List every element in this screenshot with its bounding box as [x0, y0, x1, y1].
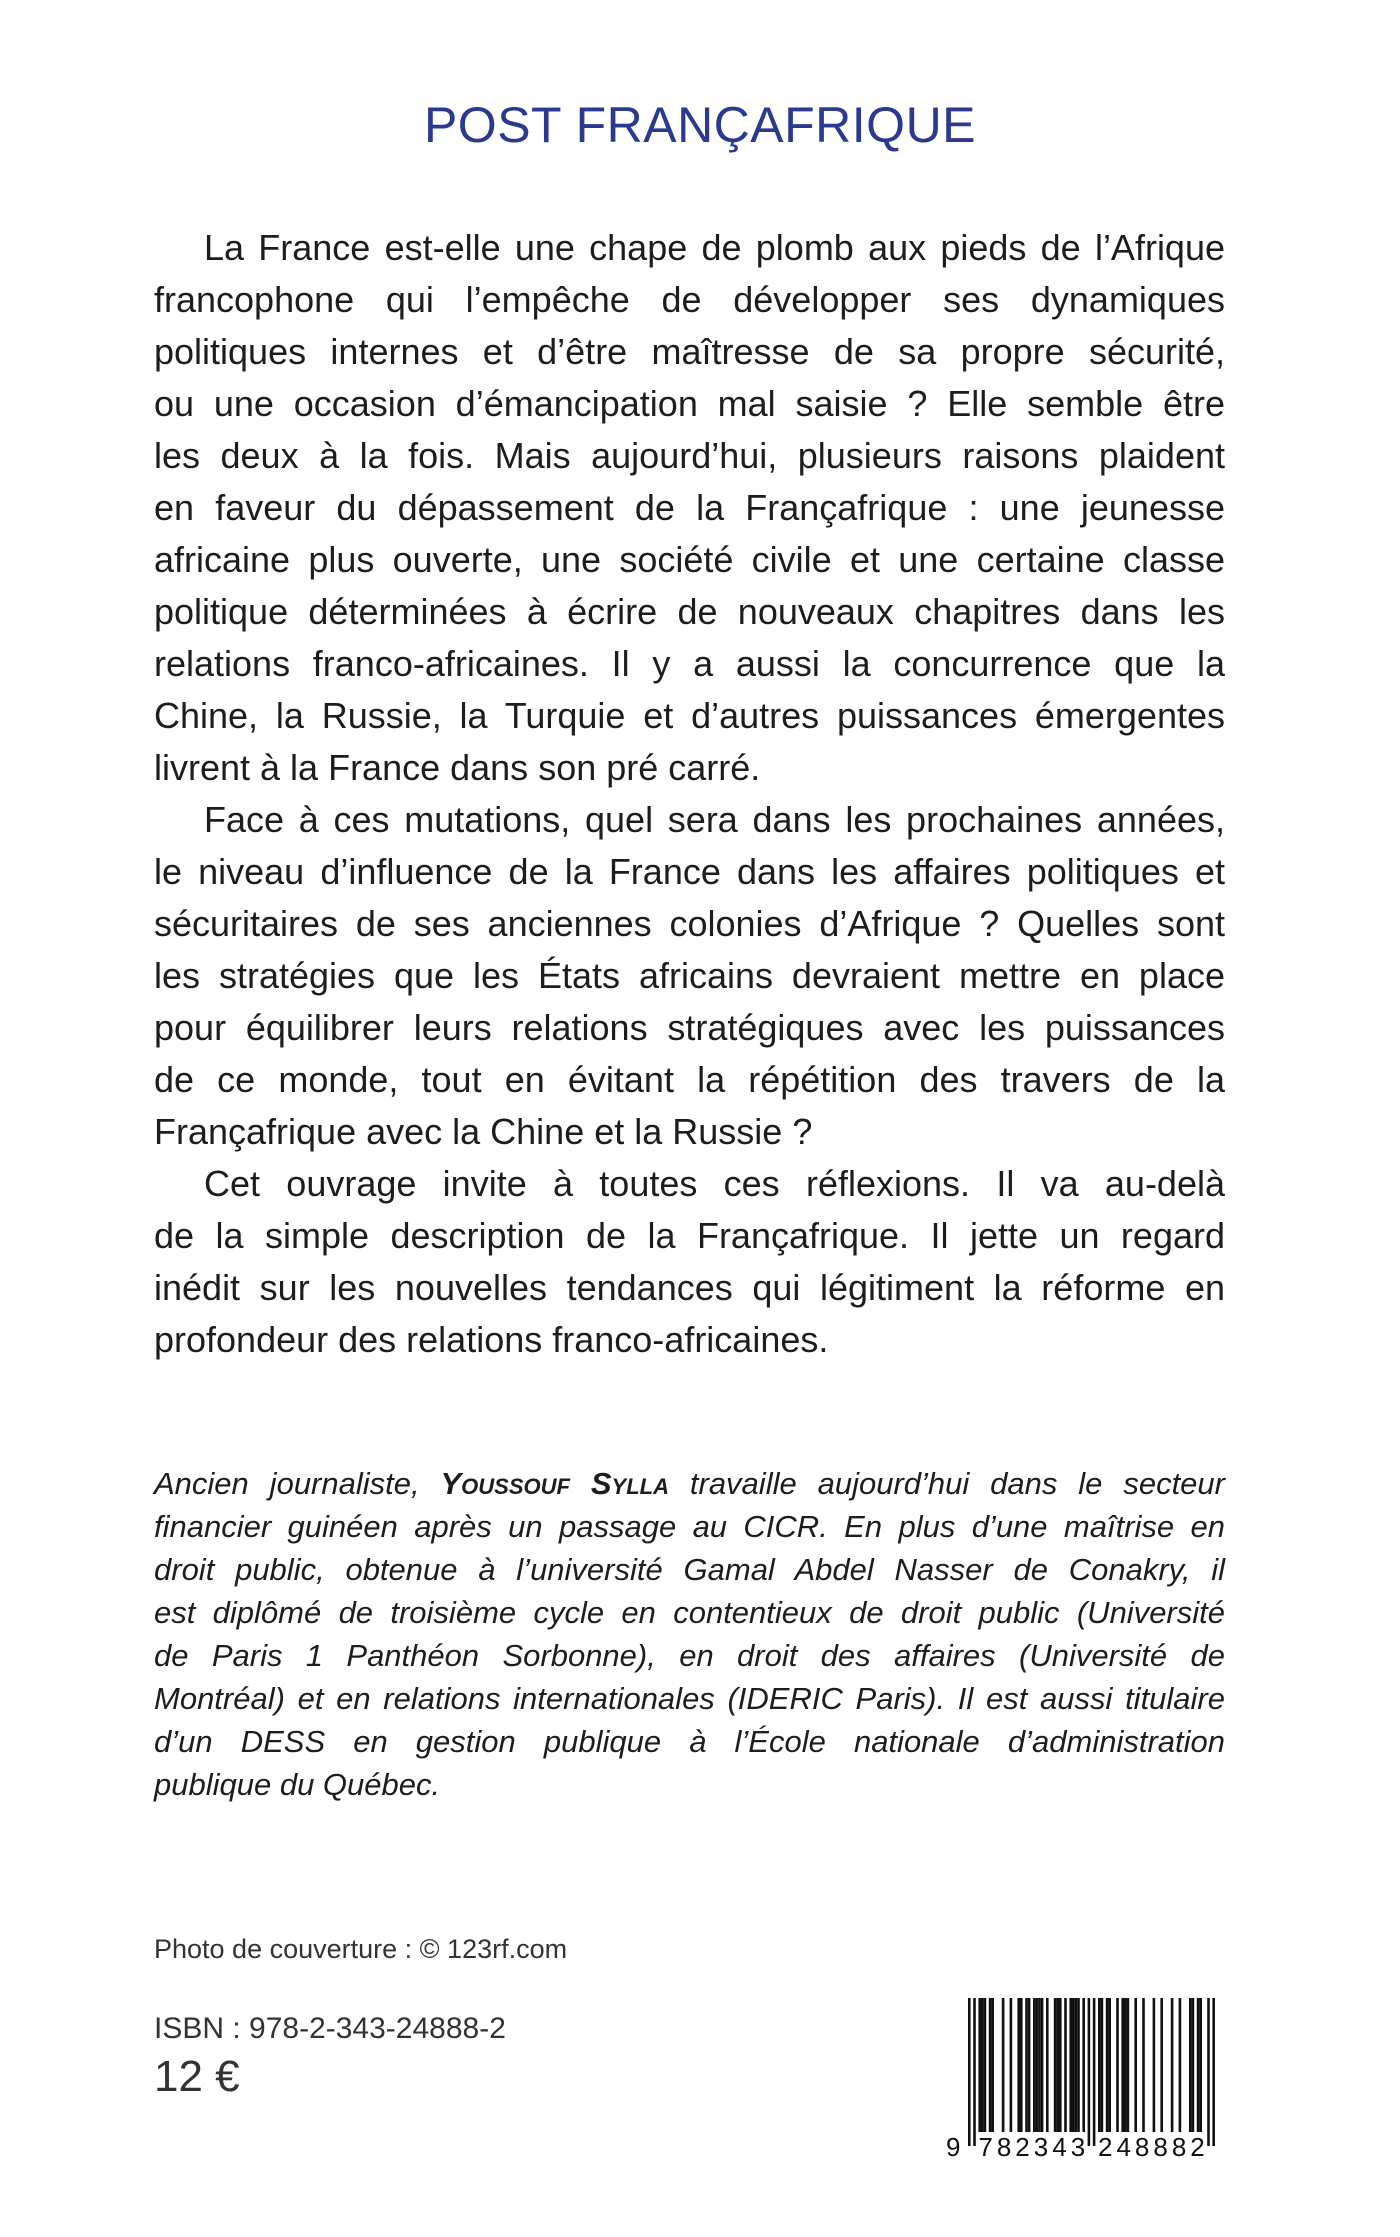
barcode-bar [1207, 1998, 1210, 2146]
blurb-line: Françafrique avec la Chine et la Russie ? [154, 1111, 813, 1152]
blurb-line: profondeur des relations franco-africaines. [154, 1319, 829, 1360]
barcode-bar [981, 1998, 984, 2132]
isbn: ISBN : 978-2-343-24888-2 [154, 2012, 506, 2045]
blurb [154, 222, 1225, 1366]
barcode-bar [1093, 1998, 1096, 2146]
barcode-bar [1088, 1998, 1091, 2146]
barcode-digits-left: 782343 [978, 2132, 1090, 2162]
barcode-bar [1153, 1998, 1156, 2132]
barcode-digits-right: 248882 [1098, 2132, 1209, 2162]
author-name: Youssouf Sylla [440, 1466, 669, 1501]
barcode-bar [1077, 1998, 1080, 2132]
barcode-bar [1127, 1998, 1130, 2132]
blurb-line: pour équilibrer leurs relations stratégiques avec les puissances [154, 1007, 1225, 1048]
barcode-bar [1116, 1998, 1119, 2132]
bio-line: Montréal) et en relations internationales (IDERIC Paris). Il est aussi titulaire [154, 1681, 1225, 1716]
barcode-bar [1056, 1998, 1059, 2132]
barcode-bar [1054, 1998, 1057, 2132]
barcode-bar [1098, 1998, 1101, 2132]
barcode-bar [1041, 1998, 1044, 2132]
barcode-bar [1199, 1998, 1202, 2132]
blurb-line: en faveur du dépassement de la Françafrique : une jeunesse [154, 487, 1225, 528]
blurb-line: francophone qui l’empêche de développer ses dynamiques [154, 279, 1225, 320]
barcode-bar [1033, 1998, 1036, 2132]
bio-line: financier guinéen après un passage au CICR. En plus d’une maîtrise en [154, 1509, 1225, 1544]
barcode-bar [991, 1998, 994, 2132]
blurb-line: les stratégies que les États africains devraient mettre en place [154, 955, 1225, 996]
barcode [940, 1990, 1240, 2170]
barcode-bar [978, 1998, 981, 2132]
blurb-line: politiques internes et d’être maîtresse de sa propre sécurité, [154, 331, 1225, 372]
barcode-bar [1038, 1998, 1041, 2132]
barcode-bar [1064, 1998, 1067, 2132]
barcode-bar [1212, 1998, 1215, 2146]
blurb-line: livrent à la France dans son pré carré. [154, 747, 761, 788]
barcode-bar [968, 1998, 971, 2146]
barcode-bar [1108, 1998, 1111, 2132]
barcode-bar [1010, 1998, 1013, 2132]
barcode-bar [1082, 1998, 1085, 2132]
book-title: POST FRANÇAFRIQUE [423, 97, 977, 153]
barcode-bar [1059, 1998, 1062, 2132]
barcode-bar [1142, 1998, 1145, 2132]
blurb-line: le niveau d’influence de la France dans les affaires politiques et [154, 851, 1225, 892]
barcode-bar [1134, 1998, 1137, 2132]
blurb-line: Cet ouvrage invite à toutes ces réflexions. Il va au-delà [204, 1163, 1225, 1204]
barcode-bar [1025, 1998, 1028, 2132]
blurb-line: de la simple description de la Françafrique. Il jette un regard [154, 1215, 1225, 1256]
blurb-line: Chine, la Russie, la Turquie et d’autres puissances émergentes [154, 695, 1225, 736]
blurb-line: ou une occasion d’émancipation mal saisie ? Elle semble être [154, 383, 1225, 424]
barcode-bar [1101, 1998, 1104, 2132]
price: 12 € [154, 2052, 240, 2101]
barcode-bar [1036, 1998, 1039, 2132]
barcode-bar [1121, 1998, 1124, 2132]
blurb-line: politique déterminées à écrire de nouveaux chapitres dans les [154, 591, 1225, 632]
barcode-bar [984, 1998, 987, 2132]
barcode-bar [1002, 1998, 1005, 2132]
blurb-line: les deux à la fois. Mais aujourd’hui, plusieurs raisons plaident [154, 435, 1225, 476]
barcode-digit-first: 9 [946, 2132, 965, 2162]
blurb-line: inédit sur les nouvelles tendances qui légitiment la réforme en [154, 1267, 1225, 1308]
barcode-bar [973, 1998, 976, 2146]
barcode-bar [1171, 1998, 1174, 2132]
bio-line: est diplômé de troisième cycle en contentieux de droit public (Université [154, 1595, 1225, 1630]
barcode-bar [1189, 1998, 1192, 2132]
photo-credit: Photo de couverture : © 123rf.com [154, 1934, 568, 1964]
barcode-bar [1046, 1998, 1049, 2132]
bio-line: Ancien journaliste, Youssouf Sylla travaille aujourd’hui dans le secteur [154, 1466, 1225, 1501]
barcode-bar [1192, 1998, 1195, 2132]
barcode-bar [1017, 1998, 1020, 2132]
blurb-line: relations franco-africaines. Il y a aussi la concurrence que la [154, 643, 1225, 684]
barcode-bar [1106, 1998, 1109, 2132]
blurb-line: de ce monde, tout en évitant la répétition des travers de la [154, 1059, 1225, 1100]
blurb-line: La France est-elle une chape de plomb aux pieds de l’Afrique [204, 227, 1225, 268]
barcode-bar [1197, 1998, 1200, 2132]
blurb-line: africaine plus ouverte, une société civile et une certaine classe [154, 539, 1225, 580]
barcode-bar [1075, 1998, 1078, 2132]
barcode-bar [1028, 1998, 1031, 2132]
barcode-bar [1072, 1998, 1075, 2132]
bio-line: d’un DESS en gestion publique à l’École nationale d’administration [154, 1724, 1225, 1759]
bio-line: de Paris 1 Panthéon Sorbonne), en droit des affaires (Université de [154, 1638, 1225, 1673]
author-bio [154, 1462, 1225, 1806]
blurb-line: sécuritaires de ses anciennes colonies d’Afrique ? Quelles sont [154, 903, 1225, 944]
barcode-bar [1179, 1998, 1182, 2132]
barcode-bar [1160, 1998, 1163, 2132]
barcode-bar [1069, 1998, 1072, 2132]
bio-line: publique du Québec. [154, 1767, 441, 1802]
blurb-line: Face à ces mutations, quel sera dans les prochaines années, [204, 799, 1225, 840]
bio-line: droit public, obtenue à l’université Gamal Abdel Nasser de Conakry, il [154, 1552, 1225, 1587]
barcode-bar [989, 1998, 992, 2132]
barcode-bar [1124, 1998, 1127, 2132]
barcode-bar [1020, 1998, 1023, 2132]
